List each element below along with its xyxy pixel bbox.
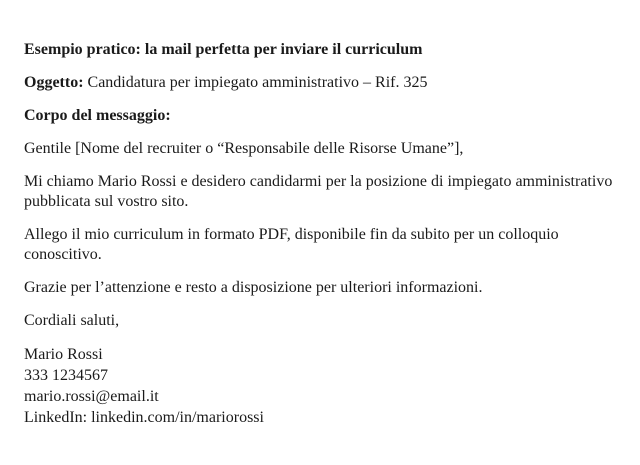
paragraph-introduction: Mi chiamo Mario Rossi e desidero candidarmi per la posizione di impiegato amministrativo pubblicata sul vostro sito. [24, 173, 613, 210]
signature-linkedin: LinkedIn: linkedin.com/in/mariorossi [24, 409, 264, 426]
signature-name: Mario Rossi [24, 346, 103, 363]
greeting: Gentile [Nome del recruiter o “Responsabile delle Risorse Umane”], [24, 140, 464, 157]
signature-phone: 333 1234567 [24, 367, 108, 384]
document [24, 40, 634, 428]
closing: Cordiali saluti, [24, 312, 120, 329]
paragraph-thanks: Grazie per l’attenzione e resto a disposizione per ulteriori informazioni. [24, 279, 483, 296]
document-heading: Esempio pratico: la mail perfetta per inviare il curriculum [24, 41, 423, 58]
body-label: Corpo del messaggio: [24, 107, 171, 124]
subject-line [24, 73, 634, 93]
subject-value: Candidatura per impiegato amministrativo – Rif. 325 [83, 74, 428, 91]
paragraph-attachment: Allego il mio curriculum in formato PDF, disponibile fin da subito per un colloquio conoscitivo. [24, 226, 559, 263]
subject-label: Oggetto: [24, 74, 84, 91]
signature-email: mario.rossi@email.it [24, 388, 159, 405]
signature-block [24, 344, 634, 428]
